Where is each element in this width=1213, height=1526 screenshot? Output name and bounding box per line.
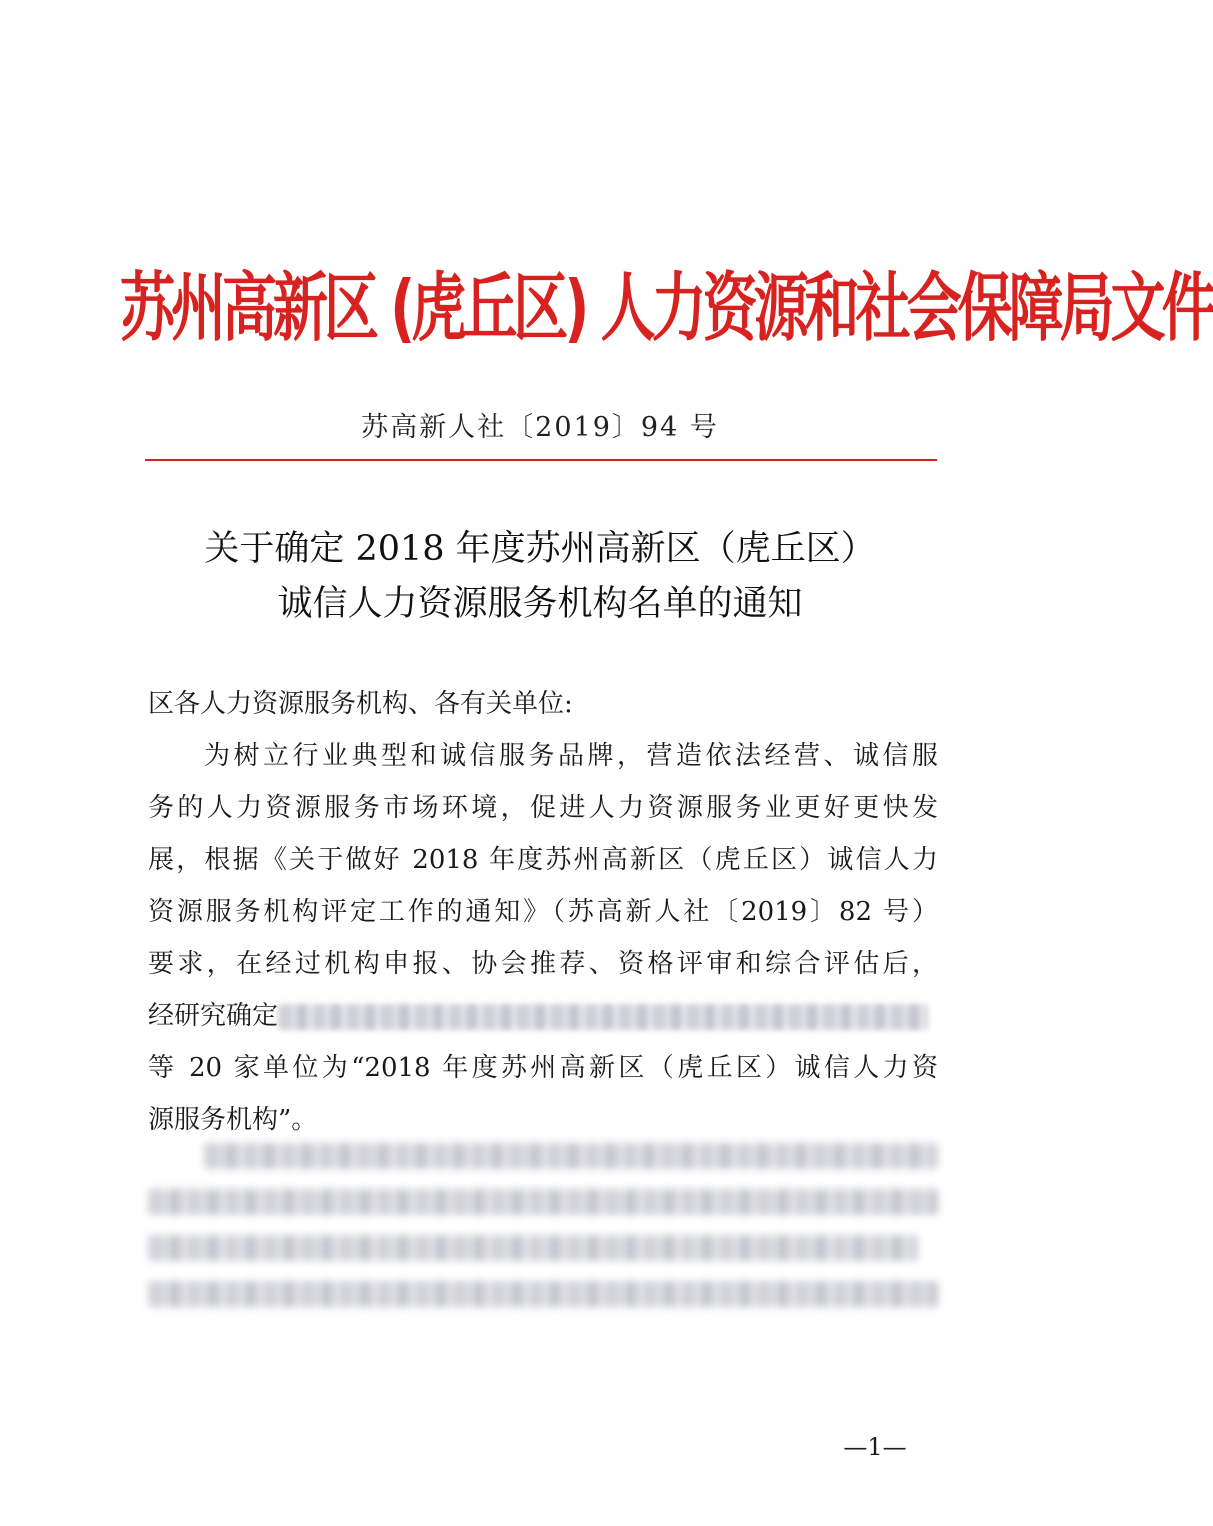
paragraph-line: 源服务机构”。 bbox=[148, 1105, 318, 1135]
paragraph-line: 为树立行业典型和诚信服务品牌，营造依法经营、诚信服 bbox=[204, 741, 938, 771]
paragraph-text: 经研究确定 bbox=[148, 1001, 279, 1031]
redacted-paragraph bbox=[148, 1143, 938, 1327]
paragraph-line: 资源服务机构评定工作的通知》（苏高新人社〔2019〕82 号） bbox=[148, 897, 938, 927]
redacted-line bbox=[204, 1143, 938, 1169]
redacted-text-block bbox=[278, 1004, 928, 1030]
document-number: 苏高新人社〔2019〕94 号 bbox=[361, 412, 719, 443]
red-divider-line bbox=[145, 459, 937, 461]
redacted-line bbox=[148, 1281, 938, 1307]
notice-title bbox=[0, 522, 1080, 632]
paragraph-line: 务的人力资源服务市场环境，促进人力资源服务业更好更快发 bbox=[148, 793, 938, 823]
redacted-line bbox=[148, 1235, 918, 1261]
paragraph-line: 要求，在经过机构申报、协会推荐、资格评审和综合评估后， bbox=[148, 949, 938, 979]
notice-title-line-1: 关于确定 2018 年度苏州高新区（虎丘区） bbox=[204, 529, 876, 569]
notice-title-line-2: 诚信人力资源服务机构名单的通知 bbox=[277, 584, 803, 624]
notice-body bbox=[148, 678, 938, 1146]
paragraph-line: 等 20 家单位为“2018 年度苏州高新区（虎丘区）诚信人力资 bbox=[148, 1053, 938, 1083]
issuer-title: 苏州高新区 (虎丘区) 人力资源和社会保障局文件 bbox=[120, 264, 1213, 352]
paragraph-line: 展，根据《关于做好 2018 年度苏州高新区（虎丘区）诚信人力 bbox=[148, 845, 938, 875]
paragraph-line-with-redaction bbox=[148, 990, 938, 1042]
page-number: —1— bbox=[843, 1433, 907, 1461]
redacted-line bbox=[148, 1189, 938, 1215]
salutation: 区各人力资源服务机构、各有关单位: bbox=[148, 689, 573, 719]
